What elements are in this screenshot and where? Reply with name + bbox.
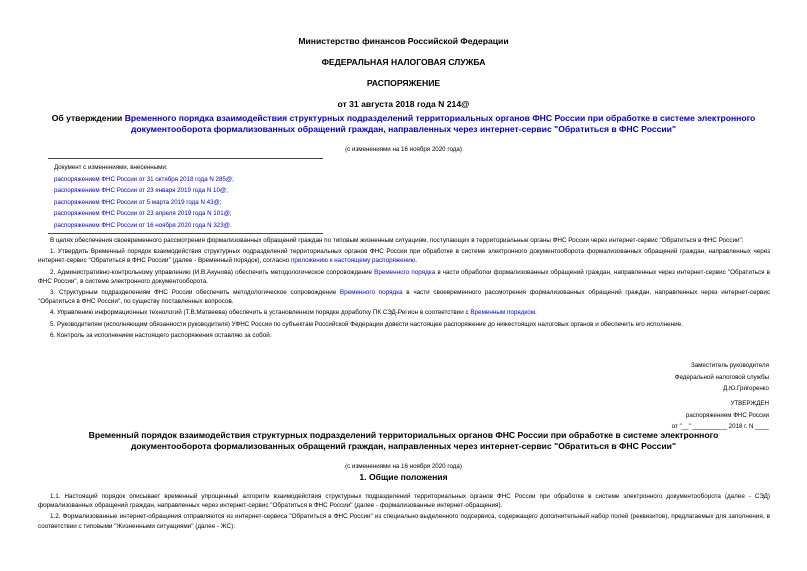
approval-block bbox=[672, 398, 769, 433]
ministry-heading: Министерство финансов Российской Федерации bbox=[298, 36, 509, 46]
amendments-block bbox=[54, 162, 354, 232]
amendments-top-rule bbox=[48, 158, 323, 159]
paragraph-2-end: в части обработки формализованных обращений граждан, направленных через интернет-сервис "Обратиться в ФНС России", в системе электронного документооборота. bbox=[38, 268, 771, 285]
approval-heading: УТВЕРЖДЕН bbox=[730, 400, 769, 407]
paragraph-4 bbox=[38, 308, 770, 317]
approval-by: распоряжением ФНС России bbox=[685, 411, 769, 419]
signature-name: Д.Ю.Григоренко bbox=[723, 385, 769, 392]
amendments-heading: Документ с изменениями, внесенными: bbox=[54, 164, 168, 171]
appendix-changes-note: (с изменениями на 16 ноября 2020 года) bbox=[345, 463, 462, 470]
amendment-link-4[interactable]: распоряжением ФНС России от 23 апреля 2019 года N 101@; bbox=[54, 210, 232, 218]
intro-paragraph: В целях обеспечения своевременного рассмотрения формализованных обращений граждан по типовым жизненным ситуациям, поступающих в территориальные органы ФНС России через интернет-сервис "Обратиться в ФНС России": bbox=[50, 237, 744, 244]
changes-note: (с изменениями на 16 ноября 2020 года) bbox=[345, 146, 462, 153]
paragraph-4-end: . bbox=[535, 309, 537, 317]
paragraph-3-end: в части своевременного рассмотрения формализованных обращений граждан, направленных через интернет-сервис "Обратиться в ФНС России", по существу поставленных вопросов. bbox=[38, 289, 770, 306]
amendment-link-3[interactable]: распоряжением ФНС России от 5 марта 2019 года N 43@; bbox=[54, 198, 222, 206]
amendment-link-1[interactable]: распоряжением ФНС России от 31 октября 2018 года N 285@; bbox=[54, 175, 234, 183]
service-heading: ФЕДЕРАЛЬНАЯ НАЛОГОВАЯ СЛУЖБА bbox=[321, 57, 486, 67]
signature-org: Федеральной налоговой службы bbox=[674, 373, 769, 381]
amendments-bottom-rule bbox=[48, 233, 323, 234]
title-link-line2[interactable]: документооборота формализованных обращений граждан, направленных через интернет-сервис "Обратиться в ФНС России" bbox=[130, 124, 677, 134]
signature-block bbox=[675, 360, 769, 395]
title-link-line1[interactable]: Временного порядка взаимодействия структурных подразделений территориальных органов ФНС России при обработке в системе электронного bbox=[124, 113, 756, 123]
paragraph-1-text: 1. Утвердить Временный порядок взаимодействия структурных подразделений территориальных органов ФНС России при обработке в системе электронного документооборота формализованных обращений граждан, направленных через интернет-сервис "Обратиться в ФНС России" (далее - Временный порядок), согласно bbox=[38, 248, 770, 265]
appendix-body bbox=[38, 492, 770, 531]
signature-position: Заместитель руководителя bbox=[690, 362, 769, 369]
appendix-paragraph-1-2: 1.2. Формализованные интернет-обращения отправляются из интернет-сервиса "Обратиться в ФНС России" из специально выделенного подсервиса, содержащего дополнительный набор полей (реквизитов), предлагаемых для заполнения, в соответствии с типовыми "Жизненными ситуациями" (далее - ЖС): bbox=[38, 513, 770, 530]
temporary-order-link-2[interactable]: Временного порядка bbox=[339, 289, 403, 297]
appendix-title bbox=[20, 430, 787, 452]
paragraph-3 bbox=[38, 288, 770, 306]
appendix-link[interactable]: приложению к настоящему распоряжению bbox=[290, 257, 416, 265]
amendment-link-2[interactable]: распоряжением ФНС России от 23 января 2019 года N 10@; bbox=[54, 187, 228, 195]
paragraph-1-end: . bbox=[415, 257, 418, 265]
section-heading: 1. Общие положения bbox=[359, 472, 448, 482]
paragraph-6: 6. Контроль за исполнением настоящего распоряжения оставляю за собой. bbox=[50, 331, 272, 339]
appendix-paragraph-1-1: 1.1. Настоящий порядок описывает временный упрощенный алгоритм взаимодействия структурных подразделений территориальных органов ФНС России при обработке в системе электронного документооборота (далее - СЭД) формализованных обращений граждан, направленных через интернет-сервис "Обратиться в ФНС России" (далее - формализованные интернет-обращения). bbox=[38, 493, 770, 510]
temporary-order-link-3[interactable]: Временным порядком bbox=[470, 309, 536, 317]
appendix-title-line2: документооборота формализованных обращений граждан, направленных через интернет-сервис "Обратиться в ФНС России" bbox=[130, 441, 677, 451]
paragraph-1 bbox=[38, 247, 770, 265]
paragraph-4-text: 4. Управлению информационных технологий (Т.В.Матвеева) обеспечить в установленном порядке доработку ПК СЭД-Регион в соответствии с bbox=[50, 309, 471, 317]
paragraph-5: 5. Руководителям (исполняющим обязанности руководителя) УФНС России по субъектам Российской Федерации довести настоящее распоряжение до нижестоящих налоговых органов и обеспечить его исполнение. bbox=[50, 320, 683, 328]
appendix-title-line1: Временный порядок взаимодействия структурных подразделений территориальных органов ФНС России при обработке в системе электронного bbox=[88, 430, 719, 440]
paragraph-3-text: 3. Структурным подразделениям ФНС России обеспечить методологическое сопровождение bbox=[50, 289, 340, 297]
document-title bbox=[20, 113, 787, 135]
approval-date: от "__" __________ 2018 г. N ____ bbox=[671, 423, 769, 430]
doc-date-heading: от 31 августа 2018 года N 214@ bbox=[337, 99, 470, 109]
paragraph-2-text: 2. Административно-контрольному управлению (И.В.Акунова) обеспечить методологическое сопровождение bbox=[50, 268, 375, 276]
temporary-order-link-1[interactable]: Временного порядка bbox=[374, 268, 436, 276]
amendment-link-5[interactable]: распоряжением ФНС России от 16 ноября 2020 года N 323@. bbox=[54, 221, 232, 229]
title-prefix: Об утверждении bbox=[51, 113, 125, 123]
doc-type-heading: РАСПОРЯЖЕНИЕ bbox=[366, 78, 441, 88]
paragraph-2 bbox=[38, 268, 770, 286]
order-body bbox=[38, 236, 770, 340]
